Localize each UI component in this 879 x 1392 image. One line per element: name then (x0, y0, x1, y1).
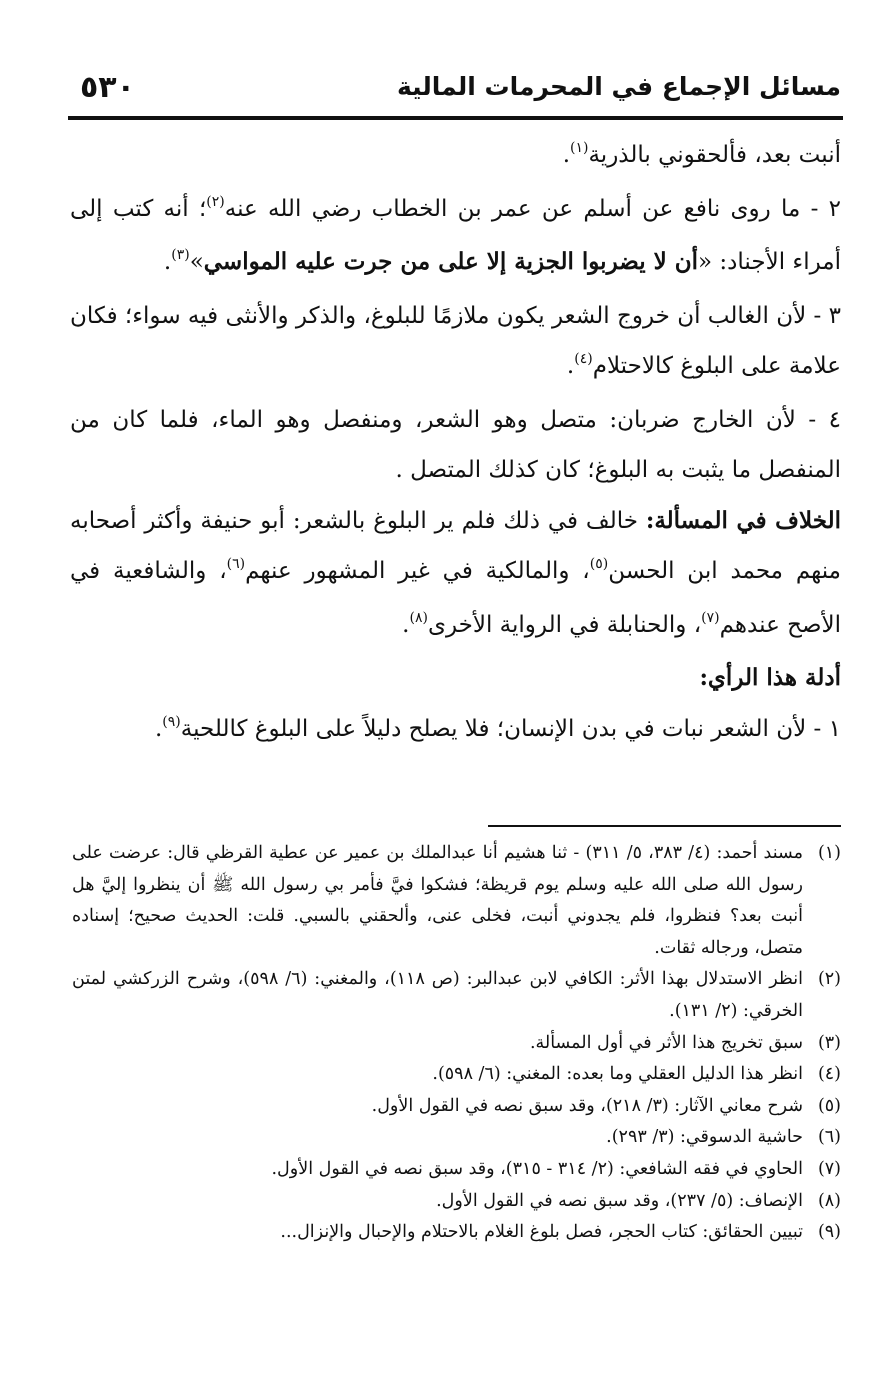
footnote-ref[interactable]: (٨) (409, 609, 428, 626)
footnote-number: (٧) (817, 1158, 841, 1179)
paragraph-7: ١ - لأن الشعر نبات في بدن الإنسان؛ فلا يصلح دليلاً على البلوغ كاللحية$^{(٩)}$. (154, 713, 841, 742)
footnote-text: الإنصاف: (٥/ ٢٣٧)، وقد سبق نصه في القول الأول. (436, 1190, 803, 1211)
footnote-ref[interactable]: (٥) (589, 556, 609, 572)
footnote-text: شرح معاني الآثار: (٣/ ٢١٨)، وقد سبق نصه في القول الأول. (371, 1095, 803, 1116)
footnote-ref[interactable]: (١) (570, 140, 589, 156)
footnote-text: انظر الاستدلال بهذا الأثر: الكافي لابن عبدالبر: (ص ١١٨)، والمغني: (٦/ ٥٩٨)، وشرح الزركشي لمتن الخرقي: (٢/ ١٣١). (72, 969, 803, 1021)
footnote-item (72, 838, 841, 964)
footnote-text: الحاوي في فقه الشافعي: (٢/ ٣١٤ - ٣١٥)، وقد سبق نصه في القول الأول. (271, 1158, 803, 1179)
paragraph-3: ٣ - لأن الغالب أن خروج الشعر يكون ملازمًا للبلوغ، والذكر والأنثى فيه سواء؛ فكان علامة على البلوغ كالاحتلام$^{(٤)}$. (70, 302, 841, 379)
footnote-text: انظر هذا الدليل العقلي وما بعده: المغني: (٦/ ٥٩٨). (432, 1064, 803, 1085)
footnote-ref[interactable]: (٢) (206, 193, 225, 210)
footnote-ref[interactable]: (٧) (701, 609, 720, 626)
footnote-text: حاشية الدسوقي: (٣/ ٢٩٣). (606, 1127, 803, 1148)
footnote-item (72, 1028, 841, 1060)
paragraph-4: ٤ - لأن الخارج ضربان: متصل وهو الشعر، ومنفصل وهو الماء، فلما كان من المنفصل ما يثبت به البلوغ؛ كان كذلك المتصل . (70, 406, 841, 483)
paragraph-2: ٢ - ما روى نافع عن أسلم عن عمر بن الخطاب رضي الله عنه$^{(٢)}$؛ أنه كتب إلى أمراء الأجناد: «أن لا يضربوا الجزية إلا على من جرت عليه المواسي»$^{(٣)}$. (70, 193, 841, 275)
footnote-number: (٣) (817, 1032, 841, 1053)
running-title: مسائل الإجماع في المحرمات المالية (396, 72, 841, 101)
main-text (70, 130, 841, 757)
footnote-ref[interactable]: (٦) (226, 556, 246, 572)
footnote-ref[interactable]: (٩) (162, 713, 181, 730)
quoted-text: أن لا يضربوا الجزية إلا على من جرت عليه المواسي (203, 248, 699, 275)
footnote-item (72, 1091, 841, 1123)
footnote-item (72, 1217, 841, 1249)
page-header (72, 62, 841, 120)
footnote-text: مسند أحمد: (٤/ ٣٨٣، ٥/ ٣١١) - ثنا هشيم أنا عبدالملك بن عمير عن عطية القرظي قال: عرضت على رسول الله صلى الله عليه وسلم يوم قريظة؛ فشكوا فيَّ فأمر بي رسول الله ﷺ أن ينظروا إليَّ هل أنبت بعد؟ فنظروا، فلم يجدوني أنبت، فخلى عنى، وألحقني بالسبي. قلت: الحديث صحيح؛ إسناده متصل، ورجاله ثقات. (72, 843, 803, 958)
header-rule (68, 116, 843, 120)
footnote-number: (٩) (817, 1222, 841, 1243)
footnote-number: (٤) (817, 1064, 841, 1085)
footnote-number: (٥) (817, 1095, 841, 1116)
footnotes (72, 838, 841, 1249)
footnote-text: تبيين الحقائق: كتاب الحجر، فصل بلوغ الغلام بالاحتلام والإحبال والإنزال... (280, 1222, 803, 1243)
page-number: ٥٣٠ (80, 70, 135, 105)
footnote-number: (٨) (817, 1190, 841, 1211)
section-heading: الخلاف في المسألة: (645, 506, 841, 534)
paragraph-1: أنبت بعد، فألحقوني بالذرية$^{(١)}$. (562, 140, 841, 168)
paragraph-5: الخلاف في المسألة: خالف في ذلك فلم ير البلوغ بالشعر: أبو حنيفة وأكثر أصحابه منهم محمد ابن الحسن$^{(٥)}$، والمالكية في غير المشهور عنهم$^{(٦)}$، والشافعية في الأصح عندهم$^{(٧)}$، والحنابلة في الرواية الأخرى$^{(٨)}$. (70, 506, 841, 638)
footnote-item (72, 964, 841, 1027)
footnote-number: (٢) (817, 969, 841, 990)
footnote-ref[interactable]: (٣) (171, 247, 190, 263)
footnote-item (72, 1154, 841, 1186)
footnote-item (72, 1186, 841, 1218)
subheading: أدلة هذا الرأي: (699, 664, 841, 691)
footnote-text: سبق تخريج هذا الأثر في أول المسألة. (529, 1032, 803, 1053)
footnote-ref[interactable]: (٤) (574, 351, 593, 367)
footnote-separator (488, 825, 841, 827)
footnote-item (72, 1059, 841, 1091)
footnote-item (72, 1122, 841, 1154)
paragraph-6 (70, 653, 841, 704)
footnote-number: (١) (817, 843, 841, 863)
footnote-number: (٦) (817, 1127, 841, 1148)
